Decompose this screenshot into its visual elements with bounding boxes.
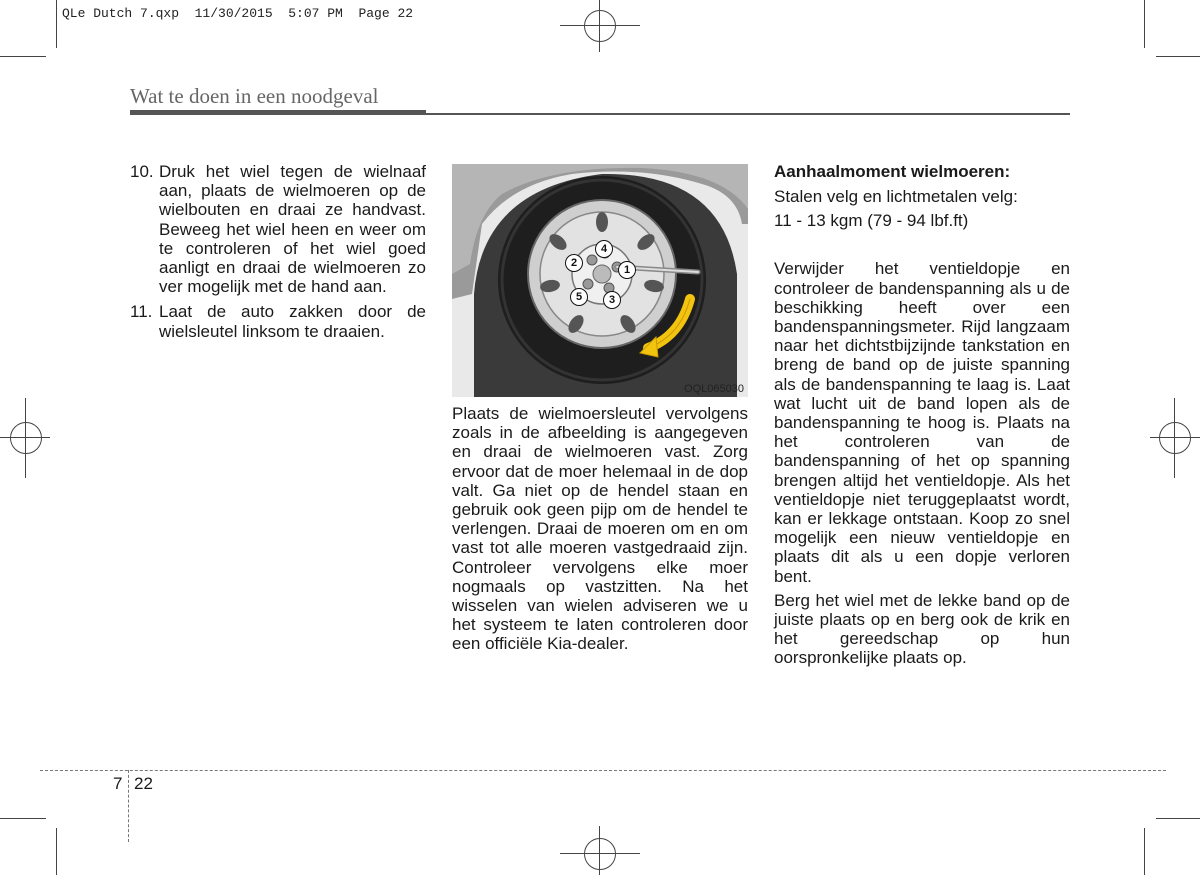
left-column (130, 162, 426, 347)
crop-mark (1156, 56, 1200, 57)
body-paragraph: Verwijder het ventieldopje en controleer de bandenspanning als u de beschikking heeft over een bandenspanningsmeter. Rijd langzaam naar het dichtstbijzijnde tankstation en breng de band op de juiste spanning als de bandenspanning te laag is. Laat wat lucht uit de band lopen als de bandenspanning te hoog is. Plaats na het controleren van de bandenspanning of het op spanning brengen altijd het ventieldopje. Als het ventieldopje niet teruggeplaatst wordt, kan er lekkage ontstaan. Koop zo snel mogelijk een nieuw ventieldopje en plaats dit als u een dopje verloren bent. (774, 259, 1070, 586)
crop-mark (1144, 0, 1145, 48)
crop-mark (56, 0, 57, 48)
crop-mark (0, 56, 46, 57)
figure-code: OQL065030 (684, 383, 744, 395)
middle-column (452, 404, 748, 654)
footer-divider (128, 770, 129, 842)
wheel-drawing (452, 164, 748, 397)
nut-marker: 4 (595, 240, 613, 258)
nut-marker: 1 (618, 261, 636, 279)
step-number: 10. (130, 162, 154, 181)
header-rule-thick (130, 110, 426, 115)
step-item (130, 162, 426, 296)
body-paragraph: Berg het wiel met de lekke band op de juiste plaats op en berg ook de krik en het gereedschap op hun oorspronkelijke plaats op. (774, 590, 1070, 668)
crop-mark (1156, 818, 1200, 819)
body-paragraph: Plaats de wielmoersleutel vervolgens zoals in de afbeelding is aangegeven en draai de wielmoeren vast. Zorg ervoor dat de moer helemaal in de dop valt. Ga niet op de hendel staan en gebruik ook geen pijp om de hendel te verlengen. Draai de moeren om en om vast tot alle moeren vastgedraaid zijn. Controleer vervolgens elke moer nogmaals op vastzitten. Na het wisselen van wielen adviseren we u het systeem te laten controleren door een officiële Kia-dealer. (452, 404, 748, 654)
step-text: Laat de auto zakken door de wielsleutel linksom te draaien. (159, 302, 426, 341)
spec-value: 11 - 13 kgm (79 - 94 lbf.ft) (774, 211, 969, 231)
torque-heading: Aanhaalmoment wielmoeren: (774, 162, 1011, 181)
footer-rule (40, 770, 1166, 771)
crop-mark (56, 828, 57, 875)
nut-marker: 3 (603, 291, 621, 309)
print-slug: QLe Dutch 7.qxp 11/30/2015 5:07 PM Page 22 (62, 6, 414, 21)
section-title: Wat te doen in een noodgeval (130, 84, 379, 108)
right-column (774, 162, 1070, 673)
step-item (130, 302, 426, 340)
wheel-illustration (452, 164, 748, 397)
nut-marker: 2 (565, 254, 583, 272)
nut-marker: 5 (570, 288, 588, 306)
header-rule-thin (426, 113, 1070, 115)
spec-label: Stalen velg en lichtmetalen velg: (774, 187, 1018, 206)
crop-mark (0, 818, 46, 819)
page-number: 22 (134, 774, 153, 793)
step-number: 11. (130, 302, 153, 322)
step-text: Druk het wiel tegen de wielnaaf aan, plaats de wielmoeren op de wielbouten en draai ze handvast. Beweeg het wiel heen en weer om te controleren of het wiel goed aanligt en draai de wielmoeren zo ver mogelijk met de hand aan. (159, 162, 426, 297)
crop-mark (1144, 828, 1145, 875)
section-number: 7 (113, 774, 123, 793)
